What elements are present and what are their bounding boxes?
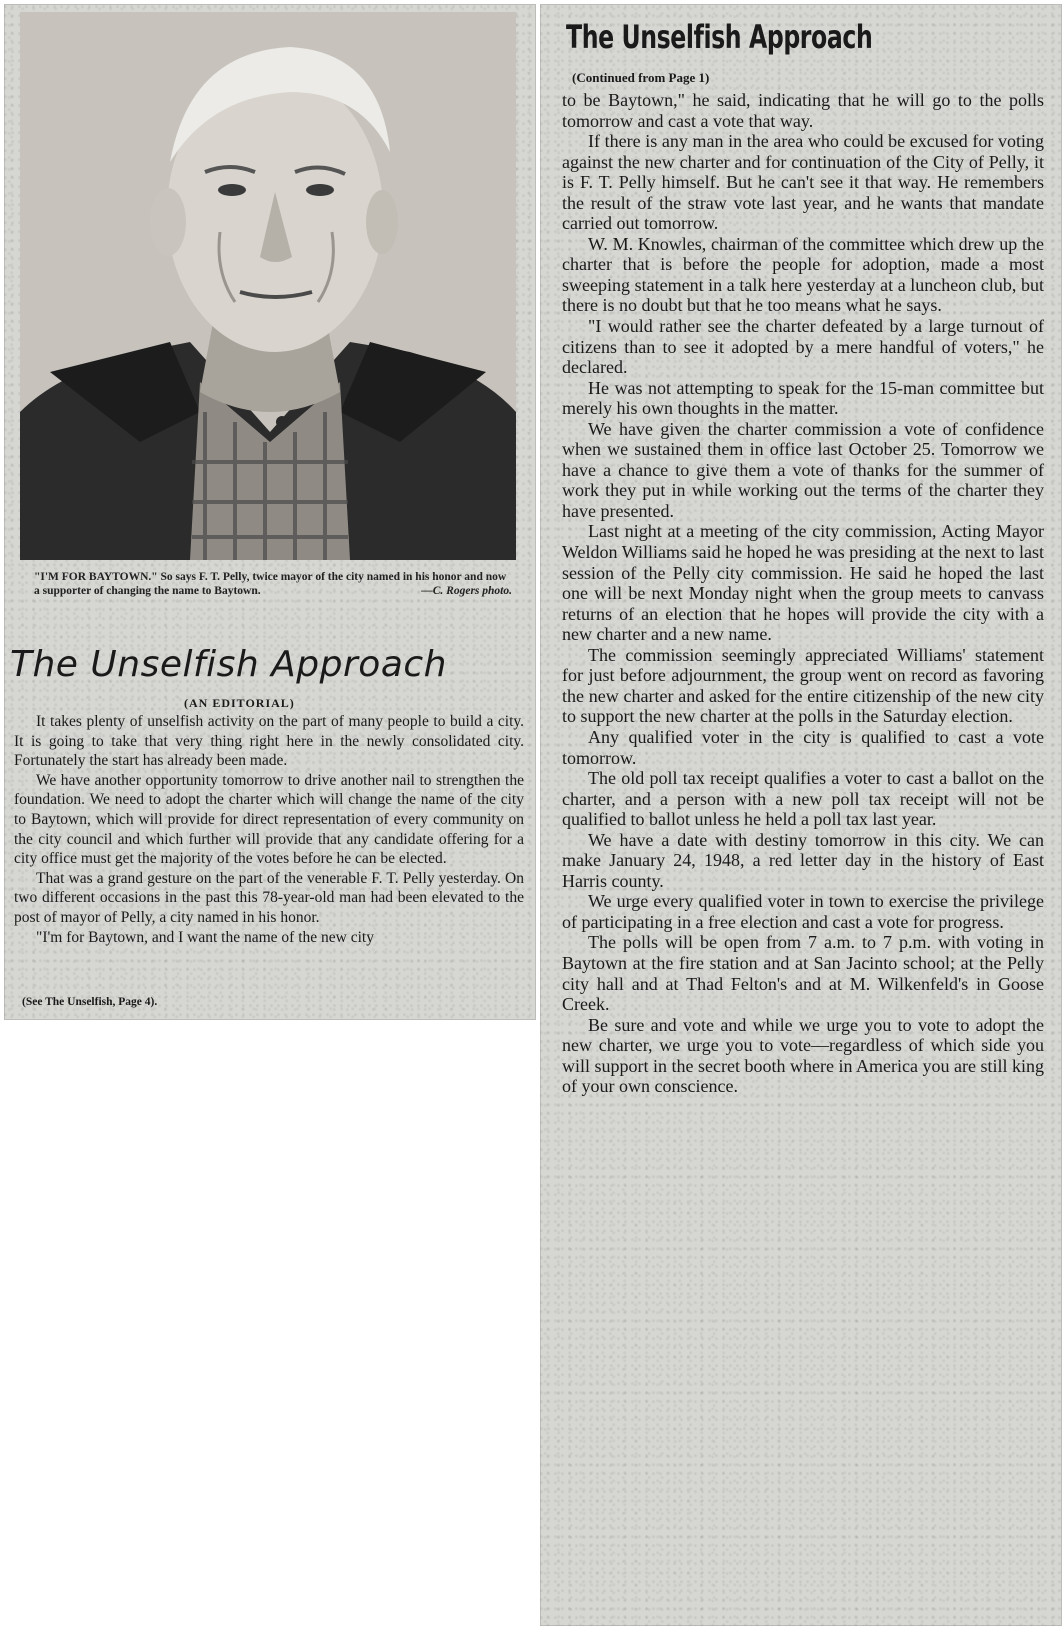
portrait-illustration — [20, 12, 516, 560]
left-article-title: The Unselfish Approach — [10, 644, 447, 685]
right-article-body — [562, 90, 1044, 1097]
portrait-photo — [20, 12, 516, 560]
right-clipping — [540, 4, 1062, 1626]
paragraph: The polls will be open from 7 a.m. to 7 p.m. with voting in Baytown at the fire station and at San Jacinto school; at the Pelly city hall and at Thad Felton's and at M. Wilkenfeld's in Goose Creek. — [562, 932, 1044, 1015]
paragraph: to be Baytown," he said, indicating that he will go to the polls tomorrow and cast a vote that way. — [562, 90, 1044, 131]
left-article-subtitle: (AN EDITORIAL) — [184, 696, 295, 710]
paragraph: We have another opportunity tomorrow to drive another nail to strengthen the foundation. We need to adopt the charter which will change the name of the city to Baytown, which will provide for direct representation of every community on the city council and which further will provide that any candidate offering for a city office must get the majority of the votes before he can be elected. — [14, 771, 524, 868]
jump-line: (See The Unselfish, Page 4). — [22, 996, 158, 1008]
paragraph: W. M. Knowles, chairman of the committee which drew up the charter that is before the people for adoption, made a most sweeping statement in a talk here yesterday at a luncheon club, but there is no doubt but that he too means what he says. — [562, 233, 1044, 316]
caption-text: "I'M FOR BAYTOWN." So says F. T. Pelly, twice mayor of the city named in his honor and now a supporter of changing the name to Baytown. — [34, 571, 507, 597]
paragraph: It takes plenty of unselfish activity on the part of many people to build a city. It is going to take that very thing right here in the newly consolidated city. Fortunately the start has already been made. — [14, 713, 524, 770]
photo-credit: —C. Rogers photo. — [421, 585, 512, 597]
paragraph: The commission seemingly appreciated Williams' statement for just before adjournment, the group went on record as favoring the new charter and asked for the entire citizenship of the new city to support the new charter at the polls in the Saturday election. — [562, 644, 1044, 727]
paragraph: Be sure and vote and while we urge you to vote to adopt the new charter, we urge you to vote—regardless of which side you will support in the secret booth where in America you are still king of your own conscience. — [562, 1014, 1044, 1097]
paragraph: We urge every qualified voter in town to exercise the privilege of participating in a free election and cast a vote for progress. — [562, 891, 1044, 932]
paragraph: If there is any man in the area who could be excused for voting against the new charter and for continuation of the City of Pelly, it is F. T. Pelly himself. But he can't see it that way. He remembers the result of the straw vote last year, and he wants that mandate carried out tomorrow. — [562, 131, 1044, 234]
paragraph: We have a date with destiny tomorrow in this city. We can make January 24, 1948, a red letter day in the history of East Harris county. — [562, 829, 1044, 891]
right-article-title: The Unselfish Approach — [566, 18, 873, 56]
photo-caption — [34, 570, 512, 598]
paragraph: He was not attempting to speak for the 15-man committee but merely his own thoughts in the matter. — [562, 377, 1044, 419]
paragraph: Any qualified voter in the city is qualified to cast a vote tomorrow. — [562, 726, 1044, 768]
paragraph: "I would rather see the charter defeated by a large turnout of citizens than to see it adopted by a mere handful of voters," he declared. — [562, 316, 1044, 378]
left-article-body — [14, 712, 524, 947]
paragraph: Last night at a meeting of the city commission, Acting Mayor Weldon Williams said he hoped he was presiding at the next to last session of the Pelly city commission. He said he hoped the last one will be next Monday night when the group meets to canvass returns of an election that he hopes will provide the city with a new charter and a new name. — [562, 521, 1044, 645]
continued-line: (Continued from Page 1) — [572, 70, 710, 85]
paragraph: The old poll tax receipt qualifies a voter to cast a ballot on the charter, and a person with a new poll tax receipt will not be qualified to ballot unless he held a poll tax last year. — [562, 768, 1044, 830]
paragraph: "I'm for Baytown, and I want the name of the new city — [36, 928, 374, 946]
paragraph: We have given the charter commission a vote of confidence when we sustained them in office last October 25. Tomorrow we have a chance to give them a vote of thanks for the summer of work they put in while working out the terms of the charter they have presented. — [562, 418, 1044, 521]
left-clipping — [4, 4, 536, 1020]
paragraph: That was a grand gesture on the part of the venerable F. T. Pelly yesterday. On two different occasions in the past this 78-year-old man had been elevated to the post of mayor of Pelly, a city named in his honor. — [14, 869, 524, 926]
